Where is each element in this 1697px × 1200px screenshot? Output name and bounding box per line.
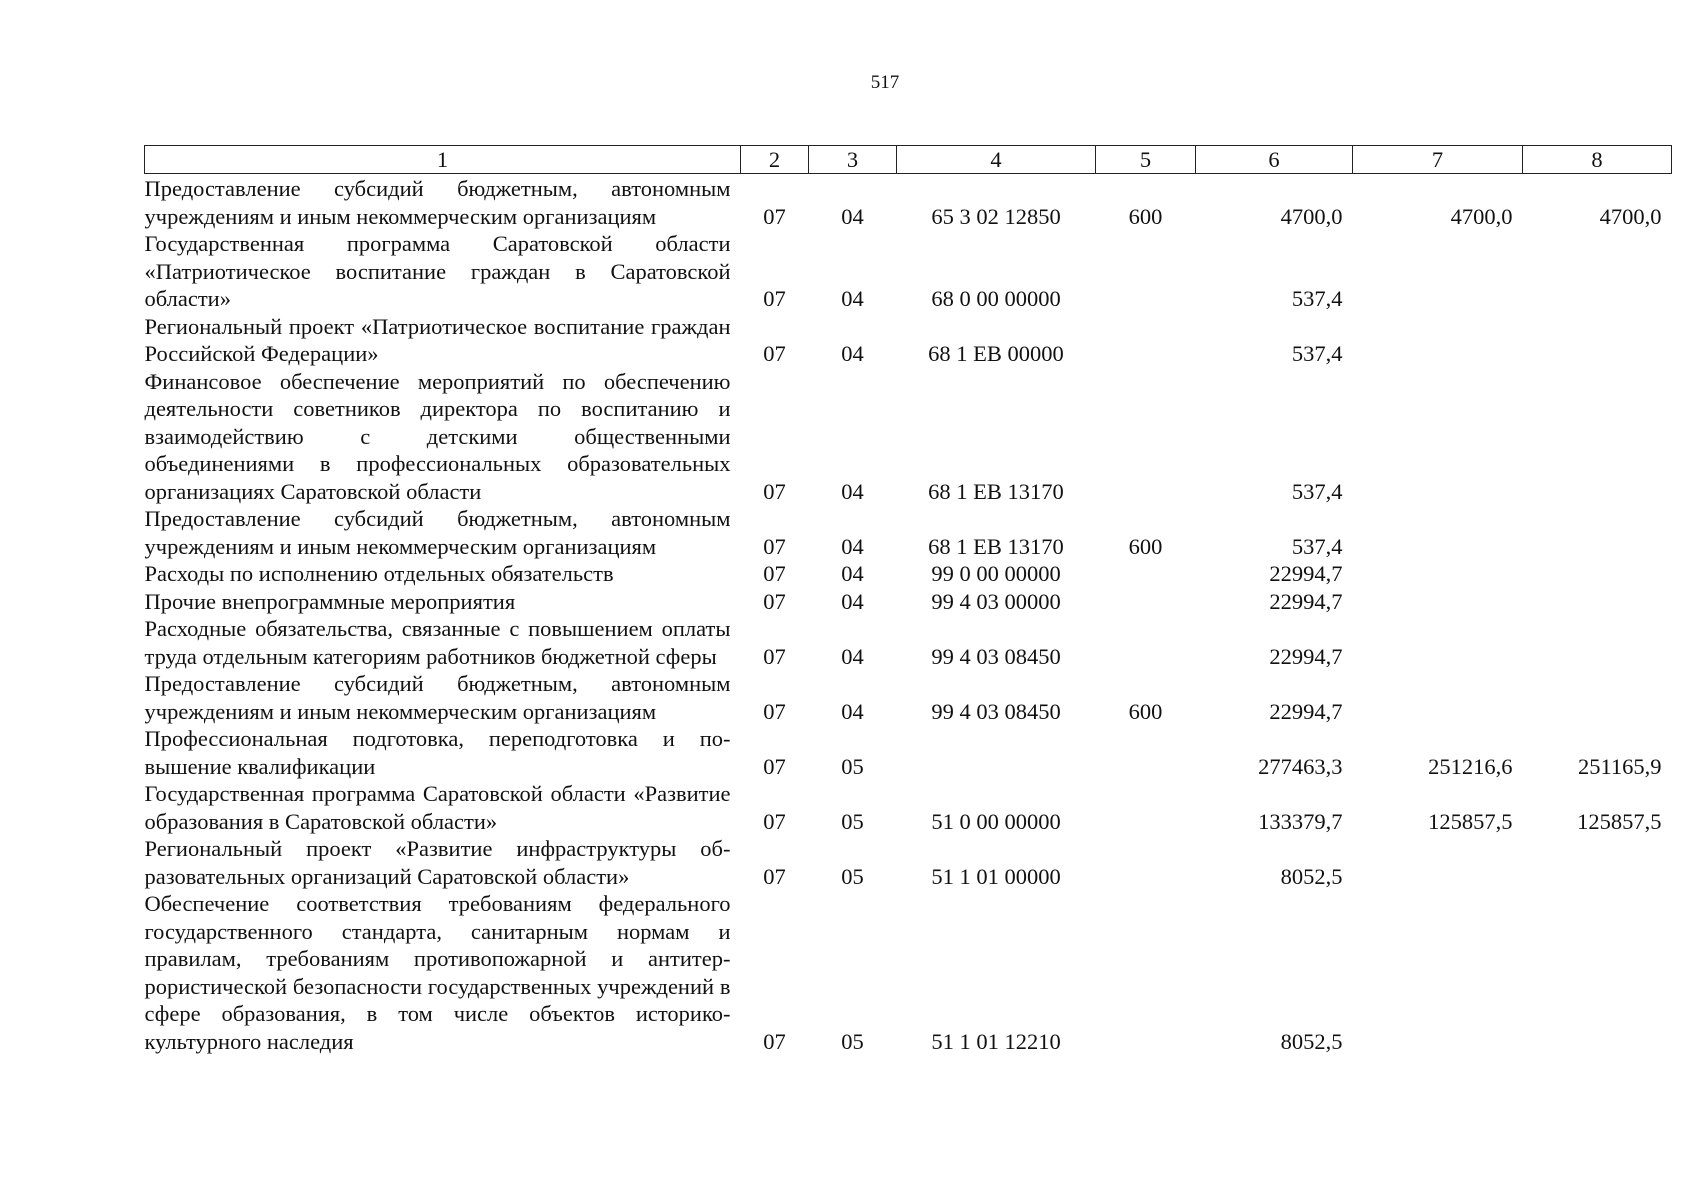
column-header-8: 8 bbox=[1523, 146, 1672, 174]
column-header-6: 6 bbox=[1196, 146, 1353, 174]
row-expense-type bbox=[1096, 615, 1196, 670]
row-amount-year1: 277463,3 bbox=[1258, 753, 1343, 779]
row-amount-year1: 537,4 bbox=[1291, 533, 1343, 559]
table-row bbox=[145, 368, 1672, 506]
row-expense-type bbox=[1096, 230, 1196, 313]
row-section: 07 bbox=[763, 341, 786, 366]
row-section: 07 bbox=[763, 753, 786, 779]
table-row bbox=[145, 505, 1672, 560]
row-amount-year2 bbox=[1353, 615, 1523, 670]
row-amount-year3 bbox=[1523, 230, 1672, 313]
row-amount-year2 bbox=[1353, 313, 1523, 368]
row-subsection: 04 bbox=[841, 478, 864, 504]
row-amount-year1: 537,4 bbox=[1291, 286, 1343, 311]
row-name: Региональный проект «Патриотическое воспитание граждан Российской Федерации» bbox=[144, 313, 731, 366]
row-target-article: 68 0 00 00000 bbox=[931, 286, 1061, 311]
row-expense-type bbox=[1096, 560, 1196, 588]
table-body bbox=[145, 174, 1672, 1056]
row-amount-year3: 4700,0 bbox=[1599, 203, 1662, 229]
row-section: 07 bbox=[763, 533, 786, 559]
row-amount-year2 bbox=[1353, 505, 1523, 560]
table-row bbox=[145, 780, 1672, 835]
table-row bbox=[145, 560, 1672, 588]
row-section: 07 bbox=[763, 698, 786, 724]
row-section: 07 bbox=[763, 286, 786, 311]
row-amount-year3 bbox=[1523, 835, 1672, 890]
column-header-1: 1 bbox=[145, 146, 741, 174]
budget-table bbox=[144, 145, 1672, 1055]
row-amount-year1: 22994,7 bbox=[1269, 588, 1343, 614]
row-amount-year2 bbox=[1353, 835, 1523, 890]
row-subsection: 04 bbox=[841, 698, 864, 724]
row-subsection: 04 bbox=[841, 286, 864, 311]
table-row bbox=[145, 230, 1672, 313]
row-subsection: 04 bbox=[841, 341, 864, 366]
row-target-article: 99 4 03 08450 bbox=[931, 698, 1061, 724]
row-name: Профессиональная подготовка, переподготовка и повышение квалификации bbox=[144, 726, 731, 779]
row-amount-year3: 125857,5 bbox=[1577, 808, 1662, 834]
row-amount-year1: 133379,7 bbox=[1258, 808, 1343, 834]
row-subsection: 05 bbox=[841, 753, 864, 779]
row-target-article: 51 0 00 00000 bbox=[931, 808, 1061, 834]
row-name: Государственная программа Саратовской области «Развитие образования в Саратовской области» bbox=[144, 781, 731, 834]
row-amount-year1: 22994,7 bbox=[1269, 561, 1343, 586]
table-row bbox=[145, 313, 1672, 368]
row-target-article: 68 1 ЕВ 13170 bbox=[928, 533, 1064, 559]
row-amount-year1: 8052,5 bbox=[1280, 863, 1343, 889]
row-amount-year2 bbox=[1353, 890, 1523, 1055]
row-amount-year2 bbox=[1353, 670, 1523, 725]
table-row bbox=[145, 725, 1672, 780]
row-name: Предоставление субсидий бюджетным, автономным учреждениям и иным некоммерческим организациям bbox=[144, 671, 731, 724]
row-expense-type bbox=[1096, 890, 1196, 1055]
row-name: Предоставление субсидий бюджетным, автономным учреждениям и иным некоммерческим организациям bbox=[144, 506, 731, 559]
row-name: Государственная программа Саратовской области «Патриотическое воспитание граждан в Саратовской области» bbox=[144, 231, 731, 311]
row-name: Прочие внепрограммные мероприятия bbox=[144, 588, 516, 614]
row-amount-year1: 537,4 bbox=[1291, 478, 1343, 504]
table-row bbox=[145, 670, 1672, 725]
table-row bbox=[145, 890, 1672, 1055]
row-section: 07 bbox=[763, 203, 786, 229]
row-amount-year2: 4700,0 bbox=[1450, 203, 1513, 229]
row-amount-year2 bbox=[1353, 368, 1523, 506]
table-row bbox=[145, 835, 1672, 890]
row-subsection: 04 bbox=[841, 203, 864, 229]
row-target-article: 68 1 ЕВ 00000 bbox=[928, 341, 1064, 366]
row-target-article: 99 4 03 08450 bbox=[931, 643, 1061, 669]
row-section: 07 bbox=[763, 1028, 786, 1054]
column-header-3: 3 bbox=[809, 146, 897, 174]
column-header-4: 4 bbox=[897, 146, 1096, 174]
row-amount-year1: 22994,7 bbox=[1269, 643, 1343, 669]
column-header-5: 5 bbox=[1096, 146, 1196, 174]
row-expense-type bbox=[1096, 588, 1196, 616]
row-amount-year3 bbox=[1523, 313, 1672, 368]
row-amount-year2 bbox=[1353, 230, 1523, 313]
row-expense-type bbox=[1096, 313, 1196, 368]
row-name: Предоставление субсидий бюджетным, автономным учреждениям и иным некоммерческим организациям bbox=[144, 176, 731, 229]
row-amount-year1: 537,4 bbox=[1291, 341, 1343, 366]
row-subsection: 05 bbox=[841, 808, 864, 834]
row-subsection: 05 bbox=[841, 1028, 864, 1054]
row-amount-year2 bbox=[1353, 588, 1523, 616]
row-expense-type bbox=[1096, 725, 1196, 780]
row-expense-type: 600 bbox=[1128, 203, 1163, 229]
page-number: 517 bbox=[870, 72, 900, 93]
row-amount-year3 bbox=[1523, 670, 1672, 725]
row-amount-year3 bbox=[1523, 368, 1672, 506]
row-section: 07 bbox=[763, 478, 786, 504]
row-name: Расходные обязательства, связанные с повышением оплаты труда отдельным категориям работников бюджетной сферы bbox=[144, 616, 731, 669]
row-subsection: 04 bbox=[841, 533, 864, 559]
row-section: 07 bbox=[763, 863, 786, 889]
table-row bbox=[145, 588, 1672, 616]
row-amount-year1: 22994,7 bbox=[1269, 698, 1343, 724]
row-target-article: 68 1 ЕВ 13170 bbox=[928, 478, 1064, 504]
header-row bbox=[145, 146, 1672, 174]
row-subsection: 04 bbox=[841, 561, 864, 586]
table-row bbox=[145, 615, 1672, 670]
row-section: 07 bbox=[763, 588, 786, 614]
row-amount-year3 bbox=[1523, 890, 1672, 1055]
row-expense-type bbox=[1096, 780, 1196, 835]
row-expense-type: 600 bbox=[1128, 533, 1163, 559]
row-section: 07 bbox=[763, 808, 786, 834]
row-section: 07 bbox=[763, 561, 786, 586]
row-name: Региональный проект «Развитие инфраструктуры образовательных организаций Саратовской области» bbox=[144, 836, 731, 889]
row-amount-year3 bbox=[1523, 560, 1672, 588]
table-row bbox=[145, 174, 1672, 231]
row-target-article: 51 1 01 12210 bbox=[931, 1028, 1061, 1054]
row-expense-type bbox=[1096, 835, 1196, 890]
row-subsection: 04 bbox=[841, 588, 864, 614]
row-expense-type: 600 bbox=[1128, 698, 1163, 724]
row-name: Расходы по исполнению отдельных обязательств bbox=[144, 561, 614, 586]
row-target-article: 65 3 02 12850 bbox=[931, 203, 1061, 229]
row-target-article: 51 1 01 00000 bbox=[931, 863, 1061, 889]
row-subsection: 05 bbox=[841, 863, 864, 889]
row-subsection: 04 bbox=[841, 643, 864, 669]
row-amount-year1: 8052,5 bbox=[1280, 1028, 1343, 1054]
row-section: 07 bbox=[763, 643, 786, 669]
row-amount-year2 bbox=[1353, 560, 1523, 588]
row-target-article bbox=[897, 725, 1096, 780]
row-name: Финансовое обеспечение мероприятий по обеспечению деятельности советников директора по воспитанию и взаимодействию с детскими общественными объединениями в профессиональных образовательных организациях Саратовской области bbox=[144, 368, 731, 504]
column-header-7: 7 bbox=[1353, 146, 1523, 174]
row-target-article: 99 4 03 00000 bbox=[931, 588, 1061, 614]
row-amount-year2: 251216,6 bbox=[1428, 753, 1513, 779]
row-amount-year2: 125857,5 bbox=[1428, 808, 1513, 834]
table-header bbox=[145, 146, 1672, 174]
row-amount-year3 bbox=[1523, 615, 1672, 670]
row-expense-type bbox=[1096, 368, 1196, 506]
row-amount-year3 bbox=[1523, 588, 1672, 616]
row-amount-year1: 4700,0 bbox=[1280, 203, 1343, 229]
row-target-article: 99 0 00 00000 bbox=[931, 561, 1061, 586]
column-header-2: 2 bbox=[741, 146, 809, 174]
row-amount-year3: 251165,9 bbox=[1577, 753, 1662, 779]
row-name: Обеспечение соответствия требованиям федерального государственного стандарта, санитарным нормам и правилам, требованиям противопожарной и антитеррористической безопасности государственных учреждений в сфере образования, в том числе объектов историко-культурного наследия bbox=[144, 891, 731, 1054]
row-amount-year3 bbox=[1523, 505, 1672, 560]
